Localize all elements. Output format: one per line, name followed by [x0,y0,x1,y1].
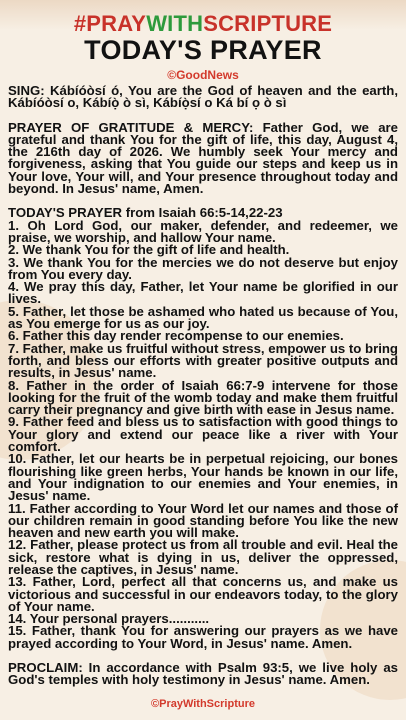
prayer-item: 5. Father, let those be ashamed who hated us because of You, as You emerge for us as our joy. [8,303,398,332]
prayer-item: 6. Father this day render recompense to our enemies. [8,328,344,344]
proclaim-paragraph: PROCLAIM: In accordance with Psalm 93:5, we live holy as God's temples with holy testimony in Jesus' name. Amen. [8,660,398,688]
header [0,12,406,82]
prayer-item: 3. We thank You for the mercies we do not deserve but enjoy from You every day. [8,254,398,282]
prayer-item: 7. Father, make us fruitful without stress, empower us to bring forth, and bless our efforts with greater positive outputs and results, in Jesus' name. [8,340,398,381]
sing-paragraph: SING: Kábíóòsí ó, You are the God of heaven and the earth, Kábíóòsí o, Kábíọ̀ ò sì, Kábíọ̀sí o Ká bí ọ ò sì [8,83,398,111]
prayer-item: 4. We pray this day, Father, let Your name be glorified in our lives. [8,279,398,307]
prayer-item: 15. Father, thank You for answering our prayers as we have prayed according to Your Word, in Jesus' name. Amen. [8,623,398,651]
top-credit: ©GoodNews [167,68,239,82]
prayer-item: 11. Father according to Your Word let our names and those of our children remain in good standing before You like the new heaven and new earth you will make. [8,500,398,541]
gratitude-paragraph: PRAYER OF GRATITUDE & MERCY: Father God, we are grateful and thank You for the gift of life, this day, August 4, the 216th day of 2026. We humbly seek Your mercy and forgiveness, asking that You guide our steps and keep us in Your love, Your will, and Your presence throughout today and beyond. In Jesus' name, Amen. [8,119,398,197]
hashtag-pray: PRAY [86,11,147,36]
prayer-item: 13. Father, Lord, perfect all that concerns us, and make us victorious and successful in our endeavors today, to the glory of Your name. [8,574,398,614]
hashtag-symbol: # [73,11,87,36]
hashtag-with: WITH [146,11,204,36]
prayer-item: 14. Your personal prayers........... [8,611,210,627]
prayer-item: 1. Oh Lord God, our maker, defender, and redeemer, we praise, we worship, and hallow Your name. [8,217,398,245]
prayer-item: 12. Father, please protect us from all trouble and evil. Heal the sick, restore what is dying in us, deliver the oppressed, release the captives, in Jesus' name. [8,537,398,577]
page-title: TODAY'S PRAYER [84,35,322,65]
prayer-item: 9. Father feed and bless us to satisfaction with good things to Your glory and extend our peace like a river with Your comfort. [8,414,398,455]
hashtag-scripture: SCRIPTURE [203,11,333,36]
prayer-item: 2. We thank You for the gift of life and health. [8,242,290,258]
prayer-item: 10. Father, let our hearts be in perpetual rejoicing, our bones flourishing like green herbs, Your hands be known in our life, and Your indignation to our enemies and Your enemies, in Jesus' name. [8,451,398,504]
todays-prayer-heading: TODAY'S PRAYER from Isaiah 66:5-14,22-23 [8,205,283,221]
footer-credit: ©PrayWithScripture [151,698,255,710]
prayer-content [8,85,398,687]
prayer-item: 8. Father in the order of Isaiah 66:7-9 intervene for those looking for the fruit of the womb today and make them fruitful carry their pregnancy and give birth with ease in Jesus name. [8,377,398,418]
hashtag-title [0,12,406,36]
